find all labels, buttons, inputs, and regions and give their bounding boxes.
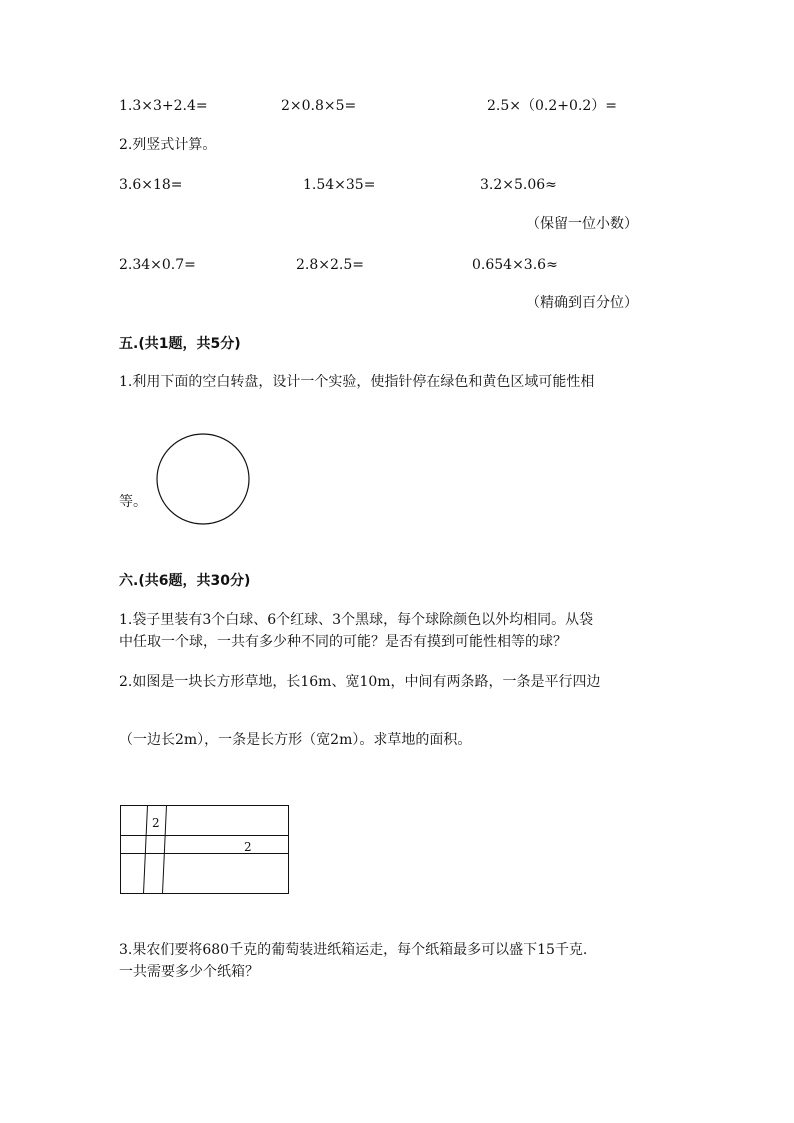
section-6-heading: 六.(共6题，共30分) bbox=[119, 573, 251, 589]
question-2-title: 2.列竖式计算。 bbox=[119, 137, 217, 153]
section-5-q1-tail: 等。 bbox=[119, 494, 147, 510]
expr-3-2x5-06: 3.2×5.06≈ bbox=[480, 177, 557, 193]
expr-2x0-8x5: 2×0.8×5= bbox=[281, 98, 357, 114]
lawn-figure bbox=[120, 805, 290, 897]
section-6-q1-line1: 1.袋子里装有3个白球、6个红球、3个黑球，每个球除颜色以外均相同。从袋 bbox=[119, 612, 594, 628]
section-6-q3-line1: 3.果农们要将680千克的葡萄装进纸箱运走，每个纸箱最多可以盛下15千克. bbox=[119, 942, 588, 958]
section-6-q2-line2: （一边长2m），一条是长方形（宽2m）。求草地的面积。 bbox=[119, 732, 472, 748]
parallelogram-path-right-edge bbox=[163, 806, 167, 894]
section-6-q3-line2: 一共需要多少个纸箱？ bbox=[119, 964, 259, 980]
expr-0-654x3-6: 0.654×3.6≈ bbox=[472, 257, 558, 273]
blank-spinner-circle bbox=[155, 432, 255, 528]
section-5-heading: 五.(共1题，共5分) bbox=[119, 336, 241, 352]
horizontal-path-width-label: 2 bbox=[244, 840, 252, 854]
parallelogram-path-left-edge bbox=[144, 806, 148, 894]
vertical-path-width-label: 2 bbox=[152, 816, 160, 830]
rounding-note-1: （保留一位小数） bbox=[526, 216, 638, 232]
section-6-q2-line1: 2.如图是一块长方形草地，长16m、宽10m，中间有两条路，一条是平行四边 bbox=[119, 674, 601, 690]
expr-2-5x-paren: 2.5×（0.2+0.2）= bbox=[487, 98, 617, 114]
expr-2-8x2-5: 2.8×2.5= bbox=[296, 257, 364, 273]
section-6-q1-line2: 中任取一个球，一共有多少种不同的可能？是否有摸到可能性相等的球？ bbox=[119, 634, 567, 650]
rounding-note-2: （精确到百分位） bbox=[526, 295, 638, 311]
expr-3-6x18: 3.6×18= bbox=[119, 177, 183, 193]
expr-2-34x0-7: 2.34×0.7= bbox=[119, 257, 196, 273]
section-5-q1-line1: 1.利用下面的空白转盘，设计一个实验，使指针停在绿色和黄色区域可能性相 bbox=[119, 374, 595, 390]
expr-1-54x35: 1.54×35= bbox=[303, 177, 376, 193]
expr-1-3x3: 1.3×3+2.4= bbox=[119, 98, 208, 114]
